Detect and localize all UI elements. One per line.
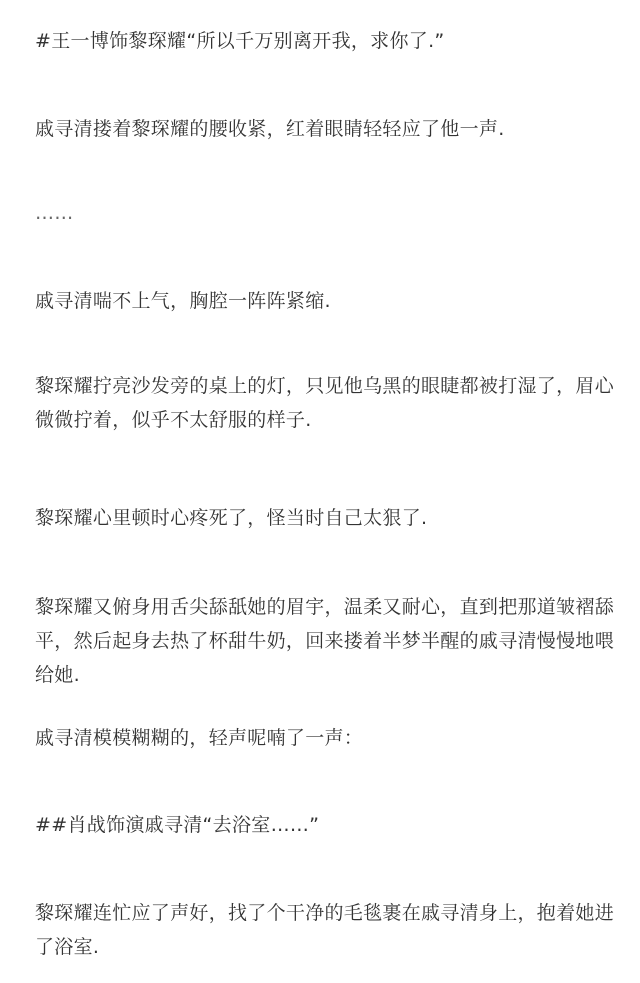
- paragraph: 黎琛耀心里顿时心疼死了，怪当时自己太狠了.: [35, 507, 428, 529]
- paragraph: ##肖战饰演戚寻清“去浴室……”: [35, 814, 320, 836]
- paragraph: 黎琛耀拧亮沙发旁的桌上的灯，只见他乌黑的眼睫都被打湿了，眉心微微拧着，似乎不太舒服的样子.: [35, 375, 615, 431]
- paragraph-ellipsis: ……: [35, 202, 74, 224]
- paragraph: 戚寻清模模糊糊的，轻声呢喃了一声：: [35, 727, 364, 749]
- paragraph: 戚寻清喘不上气，胸腔一阵阵紧缩.: [35, 290, 331, 312]
- paragraph: 戚寻清搂着黎琛耀的腰收紧，红着眼睛轻轻应了他一声.: [35, 118, 505, 140]
- paragraph: 黎琛耀又俯身用舌尖舔舐她的眉宇，温柔又耐心，直到把那道皱褶舔平，然后起身去热了杯甜牛奶，回来搂着半梦半醒的戚寻清慢慢地喂给她.: [35, 596, 615, 686]
- paragraph: #王一博饰黎琛耀“所以千万别离开我，求你了.”: [35, 30, 445, 52]
- paragraph: 黎琛耀连忙应了声好，找了个干净的毛毯裹在戚寻清身上，抱着她进了浴室.: [35, 902, 615, 958]
